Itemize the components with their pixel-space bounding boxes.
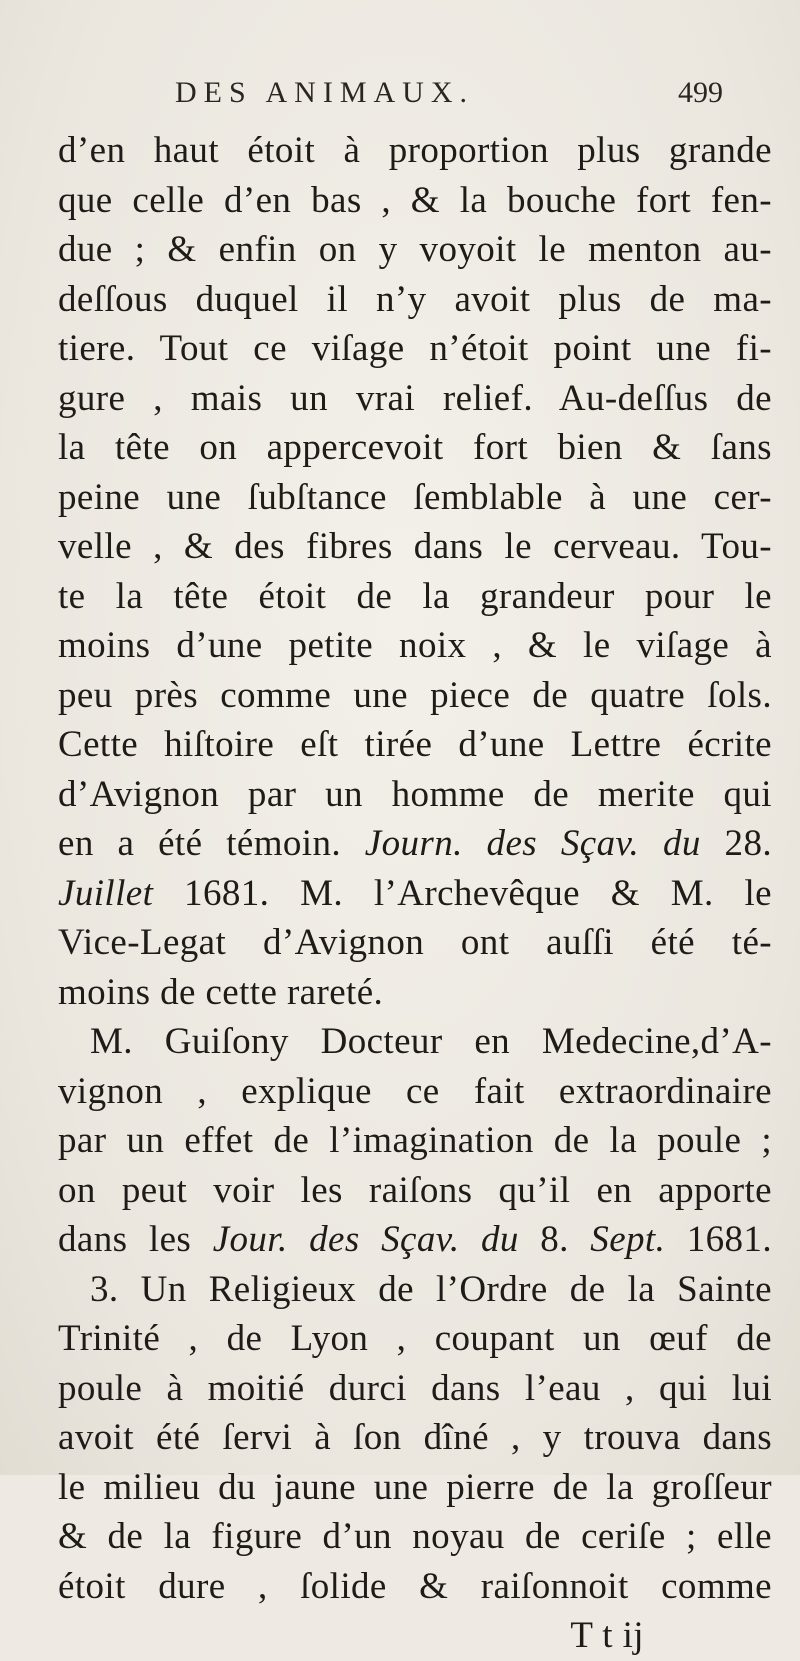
text-span: 28. — [700, 823, 773, 864]
text-span: 1681. — [665, 1219, 772, 1260]
text-line: Vice-Legat d’Avignon ont auſſi été té- — [58, 922, 772, 963]
text-line: d’Avignon par un homme de merite qui — [58, 773, 772, 815]
text-span: dans les — [58, 1219, 213, 1260]
text-span: en a été témoin. — [58, 823, 365, 864]
text-line: la tête on appercevoit fort bien & ſans — [58, 427, 772, 468]
body-text — [58, 126, 772, 1661]
text-line: avoit été ſervi à ſon dîné , y trouva dans — [58, 1417, 772, 1458]
citation-italic: Journ. des Sçav. du — [364, 823, 701, 864]
text-line: te la tête étoit de la grandeur pour le — [58, 575, 772, 617]
text-span: 1681. M. l’Archevêque & M. le — [153, 872, 772, 914]
text-line: poule à moitié durci dans l’eau , qui lui — [58, 1367, 772, 1409]
page-number: 499 — [678, 76, 723, 109]
citation-italic: Sept. — [590, 1219, 666, 1260]
text-line: on peut voir les raiſons qu’il en apporte — [58, 1169, 772, 1211]
text-line: moins d’une petite noix , & le viſage à — [58, 625, 772, 666]
text-line: gure , mais un vrai relief. Au-deſſus de — [58, 377, 772, 419]
catchword-signature: T t ij — [570, 1615, 644, 1656]
paragraph-start: 3. Un Religieux de l’Ordre de la Sainte — [90, 1268, 772, 1310]
text-line: le milieu du jaune une pierre de la groſſeur — [58, 1466, 772, 1508]
citation-italic: Jour. des Sçav. du — [212, 1219, 519, 1260]
text-line: vignon , explique ce fait extraordinaire — [58, 1070, 772, 1112]
page-header — [0, 72, 800, 120]
text-line: Trinité , de Lyon , coupant un œuf de — [58, 1318, 772, 1359]
text-line: Cette hiſtoire eſt tirée d’une Lettre écrite — [58, 724, 772, 765]
text-line-citation — [58, 869, 772, 919]
paragraph-start: M. Guiſony Docteur en Medecine,d’A- — [90, 1021, 772, 1062]
text-line: velle , & des fibres dans le cerveau. Tou- — [58, 526, 772, 567]
running-head: DES ANIMAUX. — [175, 76, 475, 109]
text-line: peine une ſubſtance ſemblable à une cer- — [58, 476, 772, 518]
text-span: 8. — [518, 1219, 591, 1260]
text-line: d’en haut étoit à proportion plus grande — [58, 130, 772, 171]
text-line: deſſous duquel il n’y avoit plus de ma- — [58, 278, 772, 320]
text-line: que celle d’en bas , & la bouche fort fen- — [58, 179, 772, 221]
text-line: par un effet de l’imagination de la poule ; — [58, 1120, 772, 1161]
text-line-paragraph-end: moins de cette rareté. — [58, 971, 384, 1013]
text-line: tiere. Tout ce viſage n’étoit point une fi- — [58, 328, 772, 369]
text-line: étoit dure , ſolide & raiſonnoit comme — [58, 1565, 772, 1607]
text-line-citation — [58, 1215, 772, 1265]
citation-italic: Juillet — [58, 872, 154, 914]
text-line: peu près comme une piece de quatre ſols. — [58, 674, 772, 716]
text-line-citation — [58, 819, 772, 869]
text-line: due ; & enfin on y voyoit le menton au- — [58, 229, 772, 270]
text-line: & de la figure d’un noyau de ceriſe ; elle — [58, 1516, 772, 1557]
